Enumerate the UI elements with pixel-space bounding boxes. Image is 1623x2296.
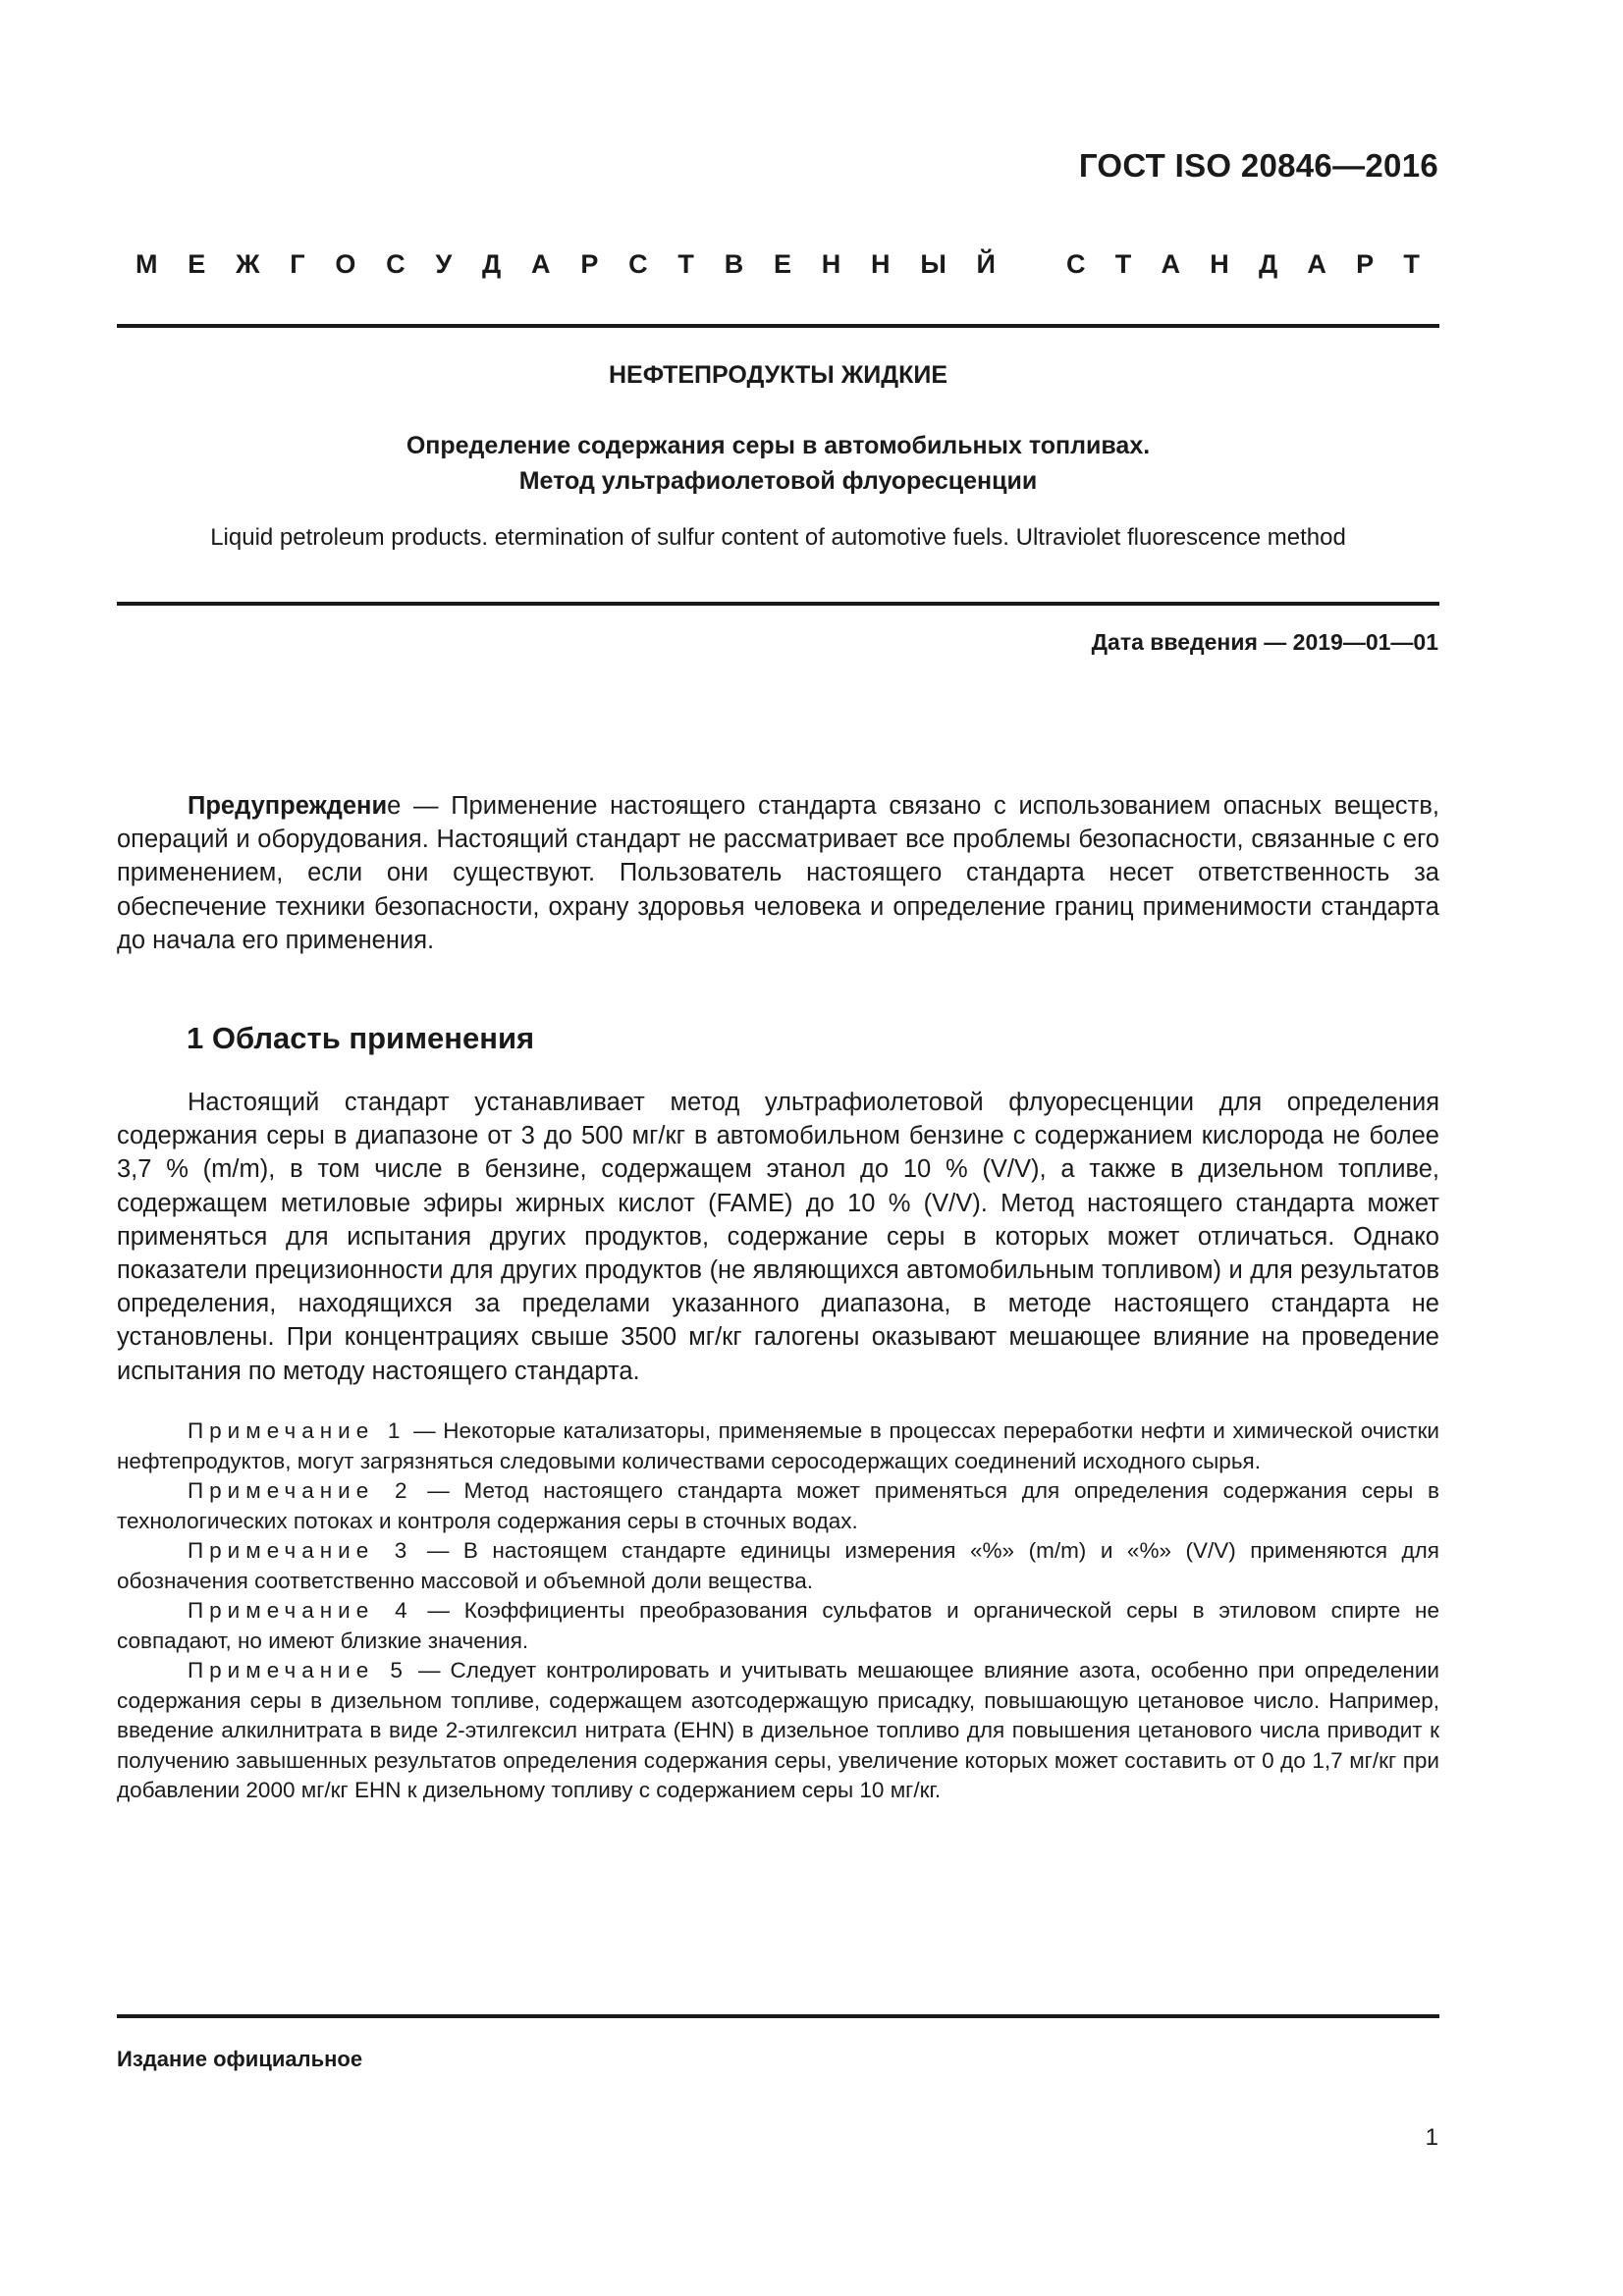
page-number: 1 xyxy=(1425,2124,1438,2151)
note-2 xyxy=(117,1476,1439,1536)
note-5 xyxy=(117,1656,1439,1806)
introduction-date: Дата введения — 2019—01—01 xyxy=(1091,629,1438,655)
note-label: Примечание 3 xyxy=(188,1538,413,1563)
subtitle-line-2: Метод ультрафиолетовой флуоресценции xyxy=(518,467,1038,495)
letter: Г xyxy=(290,249,305,279)
letter: С xyxy=(628,249,648,279)
note-text: — В настоящем стандарте единицы измерения «%» (m/m) и «%» (V/V) применяются для обозначения соответственно массовой и объемной доли вещества. xyxy=(117,1538,1439,1593)
letter: Й xyxy=(976,249,996,279)
note-text: — Некоторые катализаторы, применяемые в процессах переработки нефти и химической очистки нефтепродуктов, могут загрязняться следовыми количествами серосодержащих соединений исходного сырья. xyxy=(117,1418,1439,1473)
note-label: Примечание 2 xyxy=(188,1478,413,1503)
letter: М xyxy=(135,249,158,279)
english-title: Liquid petroleum products. etermination of sulfur content of automotive fuels. Ultraviolet fluorescence method xyxy=(210,524,1346,551)
letter: А xyxy=(531,249,551,279)
standard-type-heading xyxy=(135,249,1420,280)
letter: Н xyxy=(1210,249,1229,279)
note-4 xyxy=(117,1596,1439,1656)
warning-paragraph xyxy=(117,789,1439,957)
warning-label-tail: е xyxy=(387,792,402,820)
letter: Т xyxy=(1403,249,1420,279)
standard-type-word-1 xyxy=(135,249,996,280)
letter: Н xyxy=(871,249,891,279)
letter: В xyxy=(724,249,744,279)
document-subtitle xyxy=(117,428,1439,499)
notes-block xyxy=(0,1416,1623,1806)
note-3 xyxy=(117,1536,1439,1596)
note-label: Примечание 1 xyxy=(188,1418,406,1443)
note-text: — Метод настоящего стандарта может применяться для определения содержания серы в технологических потоках и контроля содержания серы в сточных водах. xyxy=(117,1478,1439,1533)
standard-type-word-2 xyxy=(1066,249,1420,280)
note-label: Примечание 4 xyxy=(188,1598,413,1623)
letter: С xyxy=(386,249,406,279)
scope-paragraph: Настоящий стандарт устанавливает метод ультрафиолетовой флуоресценции для определения содержания серы в диапазоне от 3 до 500 мг/кг в автомобильном бензине с содержанием кислорода не более 3,7 % (m/m), в том числе в бензине, содержащем этанол до 10 % (V/V), а также в дизельном топливе, содержащем метиловые эфиры жирных кислот (FAME) до 10 % (V/V). Метод настоящего стандарта может применяться для испытания других продуктов, содержание серы в которых может отличаться. Однако показатели прецизионности для других продуктов (не являющихся автомобильным топливом) и для результатов определения, находящихся за пределами указанного диапазона, в методе настоящего стандарта не установлены. При концентрациях свыше 3500 мг/кг галогены оказывают мешающее влияние на проведение испытания по методу настоящего стандарта. xyxy=(117,1089,1439,1385)
title-rule xyxy=(117,602,1439,606)
letter: Д xyxy=(1258,249,1278,279)
note-text: — Коэффициенты преобразования сульфатов и органической серы в этиловом спирте не совпадают, но имеют близкие значения. xyxy=(117,1598,1440,1653)
document-title: НЕФТЕПРОДУКТЫ ЖИДКИЕ xyxy=(608,361,947,389)
note-label: Примечание 5 xyxy=(188,1658,408,1682)
subtitle-line-1: Определение содержания серы в автомобильных топливах. xyxy=(406,432,1151,459)
edition-label: Издание официальное xyxy=(117,2047,363,2071)
letter: Е xyxy=(188,249,206,279)
letter: Р xyxy=(1356,249,1375,279)
letter: Е xyxy=(773,249,791,279)
warning-label: Предупреждени xyxy=(188,792,388,820)
letter: А xyxy=(1307,249,1326,279)
letter: Ж xyxy=(236,249,260,279)
letter: Р xyxy=(580,249,599,279)
note-text: — Следует контролировать и учитывать мешающее влияние азота, особенно при определении содержания серы в дизельном топливе, содержащем азотсодержащую присадку, повышающую цетановое число. Например, введение алкилнитрата в виде 2-этилгексил нитрата (EHN) в дизельное топливо для повышения цетанового числа приводит к получению завышенных результатов определения содержания серы, увеличение которых может составить от 0 до 1,7 мг/кг при добавлении 2000 мг/кг EHN к дизельному топливу с содержанием серы 10 мг/кг. xyxy=(117,1658,1439,1802)
letter: Т xyxy=(677,249,694,279)
letter: А xyxy=(1161,249,1180,279)
letter: Ы xyxy=(920,249,947,279)
letter: С xyxy=(1066,249,1086,279)
letter: Т xyxy=(1114,249,1132,279)
footer-rule xyxy=(117,2014,1439,2018)
document-number: ГОСТ ISO 20846—2016 xyxy=(1078,147,1438,184)
warning-text: — Применение настоящего стандарта связано с использованием опасных веществ, операций и оборудования. Настоящий стандарт не рассматривает все проблемы безопасности, связанные с его применением, если они существуют. Пользователь настоящего стандарта несет ответственность за обеспечение техники безопасности, охрану здоровья человека и определение границ применимости стандарта до начала его применения. xyxy=(117,792,1439,954)
header-rule xyxy=(117,324,1439,328)
note-1 xyxy=(117,1416,1439,1476)
letter: Н xyxy=(821,249,841,279)
letter: У xyxy=(435,249,453,279)
letter: Д xyxy=(482,249,502,279)
letter: О xyxy=(335,249,356,279)
section-heading: 1 Область применения xyxy=(187,1021,535,1055)
